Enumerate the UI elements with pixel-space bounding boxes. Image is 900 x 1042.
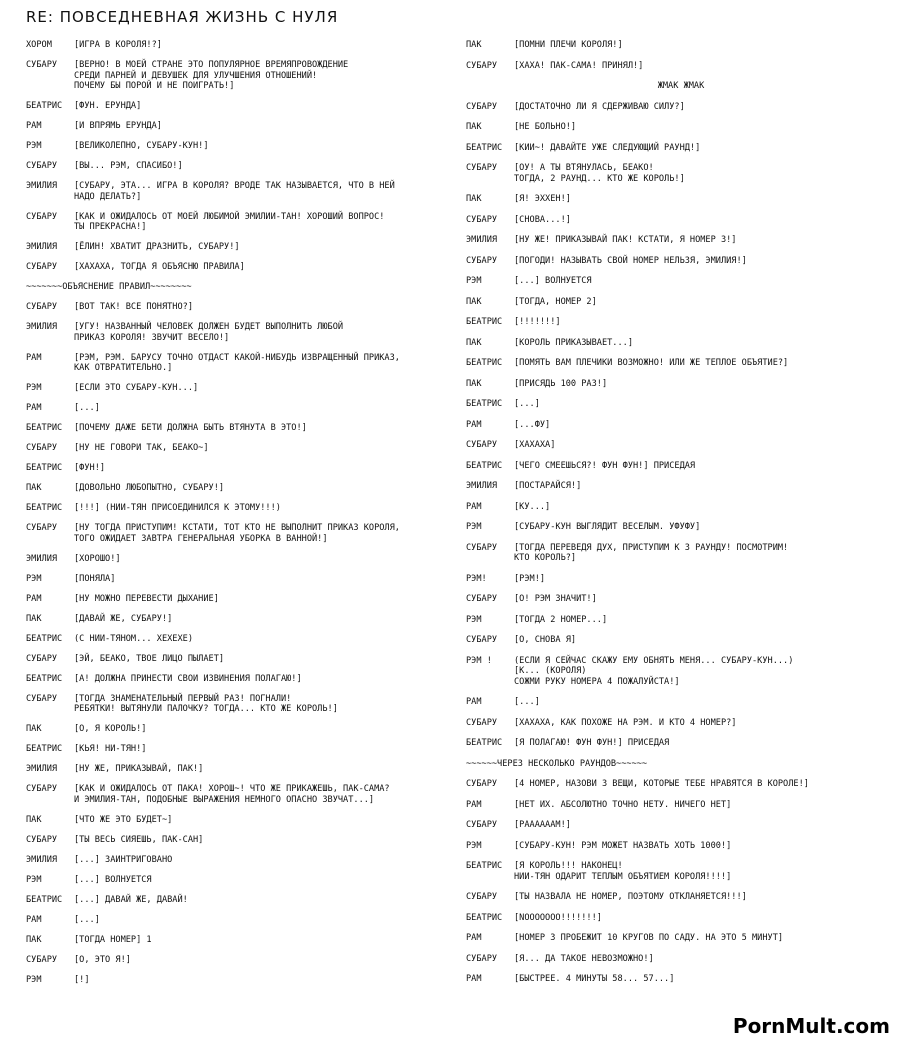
dialogue-text: [КУ...] xyxy=(514,501,551,512)
speaker-name: БЕАТРИС xyxy=(26,673,63,684)
dialogue-text: [КАК И ОЖИДАЛОСЬ ОТ МОЕЙ ЛЮБИМОЙ ЭМИЛИИ-ТАН! ХОРОШИЙ ВОПРОС! ТЫ ПРЕКРАСНА!] xyxy=(74,211,385,232)
dialogue-text: [Я... ДА ТАКОЕ НЕВОЗМОЖНО!] xyxy=(514,953,654,964)
speaker-name: ЭМИЛИЯ xyxy=(26,553,58,564)
dialogue-text: [...] xyxy=(74,914,100,925)
watermark: PornMult.com xyxy=(732,1014,890,1038)
speaker-name: СУБАРУ xyxy=(26,211,58,222)
dialogue-line xyxy=(26,634,466,645)
right-column xyxy=(466,40,896,995)
dialogue-text: [ФУН. ЕРУНДА] xyxy=(74,101,142,111)
speaker-name: ПАК xyxy=(466,337,482,348)
dialogue-line xyxy=(26,875,466,886)
dialogue-line xyxy=(26,121,466,132)
dialogue-text: [КЬЯ! НИ-ТЯН!] xyxy=(74,744,147,754)
speaker-name: РАМ xyxy=(26,352,42,363)
dialogue-text: [НУ НЕ ГОВОРИ ТАК, БЕАКО~] xyxy=(74,443,209,453)
speaker-name: СУБАРУ xyxy=(466,101,498,112)
dialogue-text: [NOOOOOOO!!!!!!!] xyxy=(514,912,602,923)
speaker-name: ПАК xyxy=(26,613,42,624)
dialogue-line xyxy=(466,358,896,369)
speaker-name: ЭМИЛИЯ xyxy=(26,764,58,774)
dialogue-line xyxy=(466,102,896,113)
dialogue-line xyxy=(26,674,466,685)
dialogue-line xyxy=(26,835,466,846)
dialogue-text: [!!!!!!!] xyxy=(514,317,561,327)
speaker-name: ПАК xyxy=(26,483,42,493)
dialogue-line xyxy=(466,163,896,184)
dialogue-line xyxy=(26,764,466,775)
speaker-name: БЕАТРИС xyxy=(26,633,63,644)
dialogue-text: [НУ ЖЕ, ПРИКАЗЫВАЙ, ПАК!] xyxy=(74,764,204,774)
speaker-name: БЕАТРИС xyxy=(26,894,63,905)
speaker-name: ЭМИЛИЯ xyxy=(26,181,58,191)
dialogue-line xyxy=(26,975,466,986)
speaker-name: ПАК xyxy=(466,40,482,50)
dialogue-text: [РААААААМ!] xyxy=(514,820,571,830)
dialogue-text: [ПОСТАРАЙСЯ!] xyxy=(514,481,582,491)
dialogue-text: [ТЫ НАЗВАЛА НЕ НОМЕР, ПОЭТОМУ ОТКЛАНЯЕТСЯ!!!] xyxy=(514,892,747,902)
dialogue-text: [НУ ЖЕ! ПРИКАЗЫВАЙ ПАК! КСТАТИ, Я НОМЕР 3!] xyxy=(514,235,737,245)
speaker-name: РЭМ xyxy=(26,383,42,393)
speaker-name: РЭМ xyxy=(466,276,482,286)
dialogue-text: [ПОМНИ ПЛЕЧИ КОРОЛЯ!] xyxy=(514,40,623,50)
dialogue-text: [ТОГДА ПЕРЕВЕДЯ ДУХ, ПРИСТУПИМ К 3 РАУНДУ! ПОСМОТРИМ! КТО КОРОЛЬ?] xyxy=(514,542,789,563)
speaker-name: СУБАРУ xyxy=(26,653,58,664)
dialogue-text: [ПРИСЯДЬ 100 РАЗ!] xyxy=(514,378,608,389)
dialogue-line xyxy=(466,574,896,585)
dialogue-text: (С НИИ-ТЯНОМ... ХЕХЕХЕ) xyxy=(74,633,193,644)
dialogue-line xyxy=(26,895,466,906)
dialogue-line xyxy=(466,122,896,133)
dialogue-line xyxy=(26,523,466,544)
dialogue-text: [СУБАРУ-КУН! РЭМ МОЖЕТ НАЗВАТЬ ХОТЬ 1000!] xyxy=(514,840,732,851)
sound-effect: ЖМАК ЖМАК xyxy=(657,81,705,91)
speaker-name: РАМ xyxy=(466,419,482,430)
speaker-name: СУБАРУ xyxy=(26,693,58,704)
speaker-name: СУБАРУ xyxy=(26,60,58,70)
dialogue-line xyxy=(466,461,896,472)
dialogue-text: [НЕ БОЛЬНО!] xyxy=(514,122,577,132)
dialogue-line xyxy=(466,481,896,492)
dialogue-line xyxy=(466,913,896,924)
dialogue-text: [НУ МОЖНО ПЕРЕВЕСТИ ДЫХАНИЕ] xyxy=(74,593,219,604)
speaker-name: СУБАРУ xyxy=(466,163,498,173)
dialogue-text: [Я! ЭХХЕН!] xyxy=(514,194,571,204)
speaker-name: ПАК xyxy=(26,934,42,945)
dialogue-line xyxy=(26,322,466,343)
dialogue-line xyxy=(466,502,896,513)
speaker-name: ПАК xyxy=(466,122,482,132)
dialogue-line xyxy=(26,724,466,735)
speaker-name: РАМ xyxy=(26,914,42,925)
dialogue-text: [!!!] (НИИ-ТЯН ПРИСОЕДИНИЛСЯ К ЭТОМУ!!!) xyxy=(74,503,281,513)
dialogue-line xyxy=(26,302,466,313)
dialogue-line xyxy=(26,915,466,926)
dialogue-text: [БЫСТРЕЕ. 4 МИНУТЫ 58... 57...] xyxy=(514,974,675,984)
dialogue-line xyxy=(466,841,896,852)
dialogue-line xyxy=(26,744,466,755)
dialogue-text: [СУБАРУ-КУН ВЫГЛЯДИТ ВЕСЕЛЫМ. УФУФУ] xyxy=(514,522,701,532)
dialogue-text: [4 НОМЕР, НАЗОВИ 3 ВЕЩИ, КОТОРЫЕ ТЕБЕ НРАВЯТСЯ В КОРОЛЕ!] xyxy=(514,779,809,789)
dialogue-text: [...ФУ] xyxy=(514,419,551,430)
dialogue-line xyxy=(466,974,896,985)
dialogue-line xyxy=(466,779,896,790)
speaker-name: СУБАРУ xyxy=(26,954,58,965)
speaker-name: ПАК xyxy=(26,814,42,825)
speaker-name: РЭМ xyxy=(466,840,482,851)
left-column xyxy=(26,40,466,995)
speaker-name: ЭМИЛИЯ xyxy=(26,322,58,332)
dialogue-line xyxy=(26,554,466,565)
dialogue-text: [КИИ~! ДАВАЙТЕ УЖЕ СЛЕДУЮЩИЙ РАУНД!] xyxy=(514,142,701,153)
dialogue-text: [ТОГДА, НОМЕР 2] xyxy=(514,296,597,307)
dialogue-text: [ХАХАХА, ТОГДА Я ОБЪЯСНЮ ПРАВИЛА] xyxy=(74,262,245,272)
dialogue-line xyxy=(26,262,466,273)
speaker-name: ЭМИЛИЯ xyxy=(26,242,58,252)
speaker-name: СУБАРУ xyxy=(466,542,498,553)
dialogue-text: [ДОВОЛЬНО ЛЮБОПЫТНО, СУБАРУ!] xyxy=(74,483,225,493)
dialogue-line xyxy=(26,594,466,605)
dialogue-text: [ТОГДА ЗНАМЕНАТЕЛЬНЫЙ ПЕРВЫЙ РАЗ! ПОГНАЛИ! РЕБЯТКИ! ВЫТЯНУЛИ ПАЛОЧКУ? ТОГДА... КТО ЖЕ КОРОЛЬ!] xyxy=(74,693,338,714)
dialogue-line xyxy=(466,297,896,308)
section-separator: ~~~~~~~ОБЪЯСНЕНИЕ ПРАВИЛ~~~~~~~~ xyxy=(26,282,192,292)
dialogue-line xyxy=(466,656,896,688)
dialogue-text: [ХАХА! ПАК-САМА! ПРИНЯЛ!] xyxy=(514,60,644,71)
dialogue-text: [...] ВОЛНУЕТСЯ xyxy=(514,276,592,286)
speaker-name: БЕАТРИС xyxy=(466,358,503,368)
dialogue-line xyxy=(26,101,466,112)
speaker-name: СУБАРУ xyxy=(466,594,498,604)
dialogue-text: [...] ЗАИНТРИГОВАНО xyxy=(74,854,173,865)
dialogue-line xyxy=(26,40,466,51)
dialogue-line xyxy=(466,697,896,708)
dialogue-line xyxy=(26,815,466,826)
dialogue-text: [НЕТ ИХ. АБСОЛЮТНО ТОЧНО НЕТУ. НИЧЕГО НЕТ] xyxy=(514,799,732,810)
dialogue-text: [...] ДАВАЙ ЖЕ, ДАВАЙ! xyxy=(74,894,188,905)
dialogue-text: [ТОГДА 2 НОМЕР...] xyxy=(514,614,608,625)
dialogue-text: [ФУН!] xyxy=(74,463,106,473)
dialogue-text: [ДАВАЙ ЖЕ, СУБАРУ!] xyxy=(74,613,173,624)
dialogue-text: [ПОЧЕМУ ДАЖЕ БЕТИ ДОЛЖНА БЫТЬ ВТЯНУТА В ЭТО!] xyxy=(74,423,307,433)
speaker-name: РЭМ! xyxy=(466,573,487,584)
dialogue-text: [ЧЕГО СМЕЕШЬСЯ?! ФУН ФУН!] ПРИСЕДАЯ xyxy=(514,460,696,471)
speaker-name: ЭМИЛИЯ xyxy=(466,235,498,245)
dialogue-line xyxy=(466,399,896,410)
dialogue-text: [О! РЭМ ЗНАЧИТ!] xyxy=(514,594,597,604)
dialogue-text: [ПОНЯЛА] xyxy=(74,573,116,584)
dialogue-line xyxy=(466,440,896,451)
dialogue-line xyxy=(26,483,466,494)
speaker-name: БЕАТРИС xyxy=(466,738,503,748)
speaker-name: РАМ xyxy=(26,403,42,413)
dialogue-line xyxy=(26,654,466,665)
speaker-name: ПАК xyxy=(466,194,482,204)
dialogue-text: [УГУ! НАЗВАННЫЙ ЧЕЛОВЕК ДОЛЖЕН БУДЕТ ВЫПОЛНИТЬ ЛЮБОЙ ПРИКАЗ КОРОЛЯ! ЗВУЧИТ ВЕСЕЛО!] xyxy=(74,322,344,343)
dialogue-line xyxy=(26,463,466,474)
dialogue-text: [ХОРОШО!] xyxy=(74,553,121,564)
speaker-name: БЕАТРИС xyxy=(466,142,503,153)
speaker-name: СУБАРУ xyxy=(26,523,58,533)
speaker-name: РЭМ xyxy=(466,614,482,625)
dialogue-line xyxy=(26,212,466,233)
section-separator: ~~~~~~ЧЕРЕЗ НЕСКОЛЬКО РАУНДОВ~~~~~~ xyxy=(466,758,648,769)
dialogue-line xyxy=(26,403,466,414)
speaker-name: СУБАРУ xyxy=(26,262,58,272)
dialogue-line xyxy=(26,855,466,866)
speaker-name: СУБАРУ xyxy=(466,779,498,789)
speaker-name: СУБАРУ xyxy=(466,717,498,728)
speaker-name: СУБАРУ xyxy=(466,953,498,964)
dialogue-text: [А! ДОЛЖНА ПРИНЕСТИ СВОИ ИЗВИНЕНИЯ ПОЛАГАЮ!] xyxy=(74,673,302,684)
dialogue-text: [...] xyxy=(514,697,540,707)
speaker-name: СУБАРУ xyxy=(466,214,498,225)
dialogue-text: [...] xyxy=(514,399,540,409)
dialogue-line xyxy=(466,954,896,965)
dialogue-text: [СУБАРУ, ЭТА... ИГРА В КОРОЛЯ? ВРОДЕ ТАК НАЗЫВАЕТСЯ, ЧТО В НЕЙ НАДО ДЕЛАТЬ?] xyxy=(74,181,395,202)
speaker-name: БЕАТРИС xyxy=(466,912,503,923)
dialogue-line xyxy=(466,892,896,903)
dialogue-line xyxy=(466,594,896,605)
speaker-name: БЕАТРИС xyxy=(26,463,63,473)
dialogue-text: [КАК И ОЖИДАЛОСЬ ОТ ПАКА! ХОРОШ~! ЧТО ЖЕ ПРИКАЖЕШЬ, ПАК-САМА? И ЭМИЛИЯ-ТАН, ПОДОБНЫЕ ВЫРАЖЕНИЯ НЕМНОГО ОПАСНО ЗВУЧАТ...] xyxy=(74,784,390,805)
dialogue-line xyxy=(466,61,896,72)
dialogue-line xyxy=(26,503,466,514)
speaker-name: СУБАРУ xyxy=(466,820,498,830)
dialogue-line xyxy=(466,635,896,646)
dialogue-text: [КОРОЛЬ ПРИКАЗЫВАЕТ...] xyxy=(514,337,633,348)
dialogue-line xyxy=(26,423,466,434)
speaker-name: СУБАРУ xyxy=(26,302,58,312)
dialogue-text: [О, СНОВА Я] xyxy=(514,635,577,645)
dialogue-line xyxy=(466,738,896,749)
speaker-name: РЭМ xyxy=(466,522,482,532)
dialogue-text: [О, ЭТО Я!] xyxy=(74,954,131,965)
speaker-name: РЭМ ! xyxy=(466,655,492,666)
dialogue-text: [И ВПРЯМЬ ЕРУНДА] xyxy=(74,121,162,131)
dialogue-text: [ТОГДА НОМЕР] 1 xyxy=(74,934,152,945)
dialogue-line xyxy=(466,615,896,626)
dialogue-line xyxy=(466,420,896,431)
dialogue-line xyxy=(466,543,896,564)
dialogue-line xyxy=(466,718,896,729)
dialogue-text: [ПОГОДИ! НАЗЫВАТЬ СВОЙ НОМЕР НЕЛЬЗЯ, ЭМИЛИЯ!] xyxy=(514,255,747,266)
dialogue-line xyxy=(466,522,896,533)
dialogue-line xyxy=(466,256,896,267)
dialogue-line xyxy=(466,933,896,944)
dialogue-text: [ВЕЛИКОЛЕПНО, СУБАРУ-КУН!] xyxy=(74,141,209,151)
dialogue-line xyxy=(26,242,466,253)
speaker-name: СУБАРУ xyxy=(466,892,498,902)
speaker-name: СУБАРУ xyxy=(466,255,498,266)
dialogue-line xyxy=(466,317,896,328)
dialogue-text: [ЭЙ, БЕАКО, ТВОЕ ЛИЦО ПЫЛАЕТ] xyxy=(74,653,225,664)
dialogue-line xyxy=(26,353,466,374)
dialogue-text: [ХАХАХА, КАК ПОХОЖЕ НА РЭМ. И КТО 4 НОМЕР?] xyxy=(514,717,737,728)
dialogue-line xyxy=(26,574,466,585)
speaker-name: СУБАРУ xyxy=(26,443,58,453)
dialogue-text: [ТЫ ВЕСЬ СИЯЕШЬ, ПАК-САН] xyxy=(74,834,204,845)
speaker-name: БЕАТРИС xyxy=(26,744,63,754)
speaker-name: ПАК xyxy=(26,724,42,734)
dialogue-text: (ЕСЛИ Я СЕЙЧАС СКАЖУ ЕМУ ОБНЯТЬ МЕНЯ... СУБАРУ-КУН...) [К... (КОРОЛЯ) СОЖМИ РУКУ НОМЕРА 4 ПОЖАЛУЙСТА!] xyxy=(514,655,794,687)
dialogue-line xyxy=(26,161,466,172)
speaker-name: РЭМ xyxy=(26,874,42,885)
dialogue-text: [ВЫ... РЭМ, СПАСИБО!] xyxy=(74,161,183,171)
dialogue-line xyxy=(466,861,896,882)
dialogue-line xyxy=(26,614,466,625)
dialogue-line xyxy=(26,181,466,202)
dialogue-text: [ИГРА В КОРОЛЯ!?] xyxy=(74,40,162,50)
page-title: RE: ПОВСЕДНЕВНАЯ ЖИЗНЬ С НУЛЯ xyxy=(26,8,339,26)
speaker-name: БЕАТРИС xyxy=(466,399,503,409)
dialogue-line xyxy=(26,694,466,715)
dialogue-text: [ЕСЛИ ЭТО СУБАРУ-КУН...] xyxy=(74,383,199,393)
speaker-name: БЕАТРИС xyxy=(466,460,503,471)
dialogue-text: [Я КОРОЛЬ!!! НАКОНЕЦ! НИИ-ТЯН ОДАРИТ ТЕПЛЫМ ОБЪЯТИЕМ КОРОЛЯ!!!!] xyxy=(514,861,732,882)
dialogue-text: [СНОВА...!] xyxy=(514,214,571,225)
speaker-name: РЭМ xyxy=(26,141,42,151)
dialogue-line xyxy=(466,235,896,246)
speaker-name: СУБАРУ xyxy=(466,440,498,450)
speaker-name: БЕАТРИС xyxy=(466,317,503,327)
dialogue-line xyxy=(466,800,896,811)
dialogue-line xyxy=(466,276,896,287)
dialogue-text: [ВЕРНО! В МОЕЙ СТРАНЕ ЭТО ПОПУЛЯРНОЕ ВРЕМЯПРОВОЖДЕНИЕ СРЕДИ ПАРНЕЙ И ДЕВУШЕК ДЛЯ УЛУЧШЕНИЯ ОТНОШЕНИЙ! ПОЧЕМУ БЫ ПОРОЙ И НЕ ПОИГРАТЬ!] xyxy=(74,60,349,91)
dialogue-line xyxy=(26,60,466,92)
dialogue-text: [ДОСТАТОЧНО ЛИ Я СДЕРЖИВАЮ СИЛУ?] xyxy=(514,101,685,112)
dialogue-line xyxy=(466,215,896,226)
speaker-name: БЕАТРИС xyxy=(466,861,503,871)
speaker-name: БЕАТРИС xyxy=(26,423,63,433)
speaker-name: РЭМ xyxy=(26,573,42,584)
speaker-name: РАМ xyxy=(466,799,482,810)
speaker-name: БЕАТРИС xyxy=(26,503,63,513)
dialogue-text: [Я ПОЛАГАЮ! ФУН ФУН!] ПРИСЕДАЯ xyxy=(514,738,670,748)
dialogue-text: [...] xyxy=(74,403,100,413)
speaker-name: РАМ xyxy=(466,974,482,984)
speaker-name: ХОРОМ xyxy=(26,40,52,50)
dialogue-line xyxy=(26,935,466,946)
dialogue-text: [ОУ! А ТЫ ВТЯНУЛАСЬ, БЕАКО! ТОГДА, 2 РАУНД... КТО ЖЕ КОРОЛЬ!] xyxy=(514,163,685,184)
dialogue-line xyxy=(26,443,466,454)
speaker-name: ПАК xyxy=(466,378,482,389)
dialogue-line xyxy=(26,784,466,805)
speaker-name: РАМ xyxy=(466,501,482,512)
speaker-name: ПАК xyxy=(466,296,482,307)
dialogue-text: [ВОТ ТАК! ВСЕ ПОНЯТНО?] xyxy=(74,302,193,312)
speaker-name: СУБАРУ xyxy=(466,60,498,71)
speaker-name: СУБАРУ xyxy=(26,784,58,794)
dialogue-text: [ПОМЯТЬ ВАМ ПЛЕЧИКИ ВОЗМОЖНО! ИЛИ ЖЕ ТЕПЛОЕ ОБЪЯТИЕ?] xyxy=(514,358,789,368)
dialogue-text: [!] xyxy=(74,974,90,985)
dialogue-text: [О, Я КОРОЛЬ!] xyxy=(74,724,147,734)
speaker-name: СУБАРУ xyxy=(26,834,58,845)
dialogue-line xyxy=(26,141,466,152)
dialogue-text: [ЁЛИН! ХВАТИТ ДРАЗНИТЬ, СУБАРУ!] xyxy=(74,242,240,252)
dialogue-text: [НУ ТОГДА ПРИСТУПИМ! КСТАТИ, ТОТ КТО НЕ ВЫПОЛНИТ ПРИКАЗ КОРОЛЯ, ТОГО ОЖИДАЕТ ЗАВТРА ГЕНЕРАЛЬНАЯ УБОРКА В ВАННОЙ!] xyxy=(74,523,400,544)
speaker-name: СУБАРУ xyxy=(466,635,498,645)
dialogue-line xyxy=(26,383,466,394)
dialogue-line xyxy=(466,143,896,154)
dialogue-line xyxy=(466,379,896,390)
speaker-name: БЕАТРИС xyxy=(26,101,63,111)
speaker-name: РЭМ xyxy=(26,974,42,985)
speaker-name: РАМ xyxy=(26,593,42,604)
speaker-name: ЭМИЛИЯ xyxy=(26,854,58,865)
speaker-name: РАМ xyxy=(26,121,42,131)
dialogue-line xyxy=(466,820,896,831)
dialogue-text: [РЭМ!] xyxy=(514,573,546,584)
dialogue-text: [РЭМ, РЭМ. БАРУСУ ТОЧНО ОТДАСТ КАКОЙ-НИБУДЬ ИЗВРАЩЕННЫЙ ПРИКАЗ, КАК ОТВРАТИТЕЛЬНО.] xyxy=(74,352,400,373)
dialogue-text: [ЧТО ЖЕ ЭТО БУДЕТ~] xyxy=(74,814,173,825)
speaker-name: РАМ xyxy=(466,933,482,943)
dialogue-line xyxy=(26,955,466,966)
speaker-name: СУБАРУ xyxy=(26,161,58,171)
speaker-name: ЭМИЛИЯ xyxy=(466,481,498,491)
speaker-name: РАМ xyxy=(466,697,482,707)
dialogue-line xyxy=(466,194,896,205)
dialogue-text: [ХАХАХА] xyxy=(514,440,556,450)
dialogue-line xyxy=(466,338,896,349)
dialogue-line xyxy=(466,40,896,51)
dialogue-text: [...] ВОЛНУЕТСЯ xyxy=(74,874,152,885)
dialogue-text: [НОМЕР 3 ПРОБЕЖИТ 10 КРУГОВ ПО САДУ. НА ЭТО 5 МИНУТ] xyxy=(514,933,784,943)
